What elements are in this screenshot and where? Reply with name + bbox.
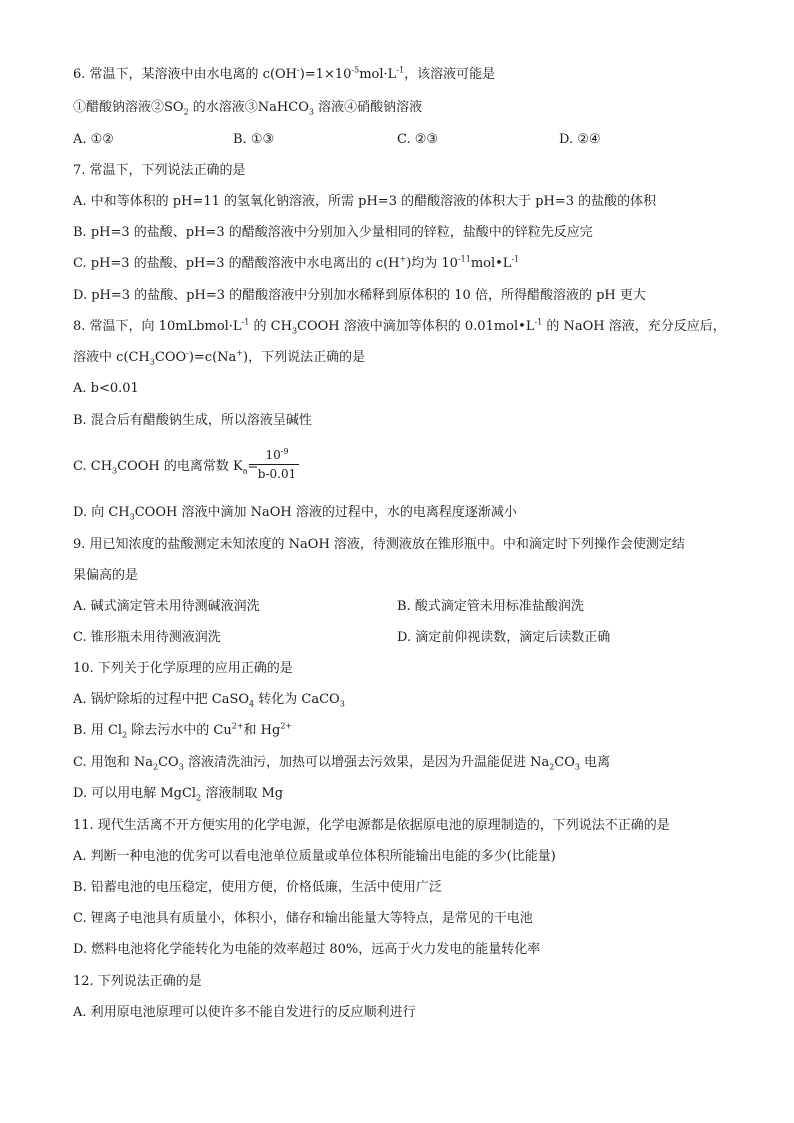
superscript: -1 <box>511 254 520 264</box>
fraction-denominator: b-0.01 <box>257 467 297 481</box>
q11-option-d: D. 燃料电池将化学能转化为电能的效率超过 80%，远高于火力发电的能量转化率 <box>73 942 541 957</box>
q10-option-a <box>73 691 345 709</box>
superscript: -5 <box>351 65 360 75</box>
superscript: 2+ <box>231 721 244 731</box>
superscript: - <box>186 348 189 358</box>
q11-stem: 11. 现代生活离不开方便实用的化学电源，化学电源都是依据原电池的原理制造的，下列说法不正确的是 <box>73 818 670 833</box>
q10-option-c-text: CO <box>554 755 575 770</box>
q10-option-d-text: 溶液制取 Mg <box>201 786 284 801</box>
q10-option-c <box>73 754 610 772</box>
q9-stem-line1: 9. 用已知浓度的盐酸测定未知浓度的 NaOH 溶液，待测液放在锥形瓶中。中和滴定时下列操作会使测定结 <box>73 537 685 552</box>
q6-items-text: 溶液④硝酸钠溶液 <box>313 100 423 115</box>
q9-option-a: A. 碱式滴定管未用待测碱液润洗 <box>73 599 260 614</box>
q8-stem-text: )，下列说法正确的是 <box>243 350 366 365</box>
q7-option-d: D. pH=3 的盐酸、pH=3 的醋酸溶液中分别加水稀释到原体积的 10 倍，所得醋酸溶液的 pH 更大 <box>73 288 646 303</box>
q12-option-a: A. 利用原电池原理可以使许多不能自发进行的反应顺利进行 <box>73 1005 416 1020</box>
q8-option-d <box>73 504 517 522</box>
q9-stem-line2: 果偏高的是 <box>73 568 139 583</box>
q8-option-c-text: = <box>247 459 259 474</box>
subscript: 3 <box>574 762 580 772</box>
q9-option-b: B. 酸式滴定管未用标准盐酸润洗 <box>397 599 584 614</box>
q6-items-text: ①醋酸钠溶液②SO <box>73 100 184 115</box>
fraction-numerator <box>255 448 299 462</box>
superscript: + <box>399 254 407 264</box>
q6-items <box>73 99 422 117</box>
q8-stem-text: COO <box>154 350 187 365</box>
q7-option-a: A. 中和等体积的 pH=11 的氢氧化钠溶液，所需 pH=3 的醋酸溶液的体积大于 pH=3 的盐酸的体积 <box>73 194 657 209</box>
subscript: 2 <box>549 762 555 772</box>
subscript: 3 <box>149 357 155 367</box>
q8-option-b: B. 混合后有醋酸钠生成，所以溶液呈碱性 <box>73 413 312 428</box>
q10-option-b-text: 和 Hg <box>243 723 281 738</box>
q8-stem-text: 溶液中 c(CH <box>73 350 150 365</box>
subscript: 2 <box>183 107 189 117</box>
q7-option-c-text: mol•L <box>470 256 512 271</box>
q8-option-a: A. b<0.01 <box>73 381 139 396</box>
superscript: -1 <box>534 317 543 327</box>
q11-option-c: C. 锂离子电池具有质量小，体积小，储存和输出能量大等特点，是常见的干电池 <box>73 911 533 926</box>
q7-stem: 7. 常温下，下列说法正确的是 <box>73 163 246 178</box>
subscript: 3 <box>112 466 118 476</box>
q12-stem: 12. 下列说法正确的是 <box>73 974 202 989</box>
q8-stem-text: )=c(Na <box>188 350 237 365</box>
q6-stem-text: 6. 常温下，某溶液中由水电离的 c(OH <box>73 67 298 82</box>
q7-option-c-text: C. pH=3 的盐酸、pH=3 的醋酸溶液中水电离出的 c(H <box>73 256 400 271</box>
q10-option-c-text: CO <box>158 755 179 770</box>
q8-option-c <box>73 458 258 476</box>
q8-option-d-text: D. 向 CH <box>73 505 130 520</box>
q9-option-d: D. 滴定前仰视读数，滴定后读数正确 <box>397 630 611 645</box>
q10-option-a-text: 转化为 CaCO <box>254 692 340 707</box>
q6-stem-text: )=1×10 <box>299 67 352 82</box>
superscript: - <box>297 65 300 75</box>
q7-option-c <box>73 255 519 273</box>
superscript: -1 <box>241 317 250 327</box>
q8-option-c-text: COOH 的电离常数 K <box>117 459 243 474</box>
superscript: -9 <box>280 447 289 456</box>
q6-items-text: 的水溶液③NaHCO <box>188 100 309 115</box>
q8-stem-text: 的 NaOH 溶液，充分反应后， <box>542 319 726 334</box>
q9-option-c: C. 锥形瓶未用待测液润洗 <box>73 630 221 645</box>
q10-stem: 10. 下列关于化学原理的应用正确的是 <box>73 661 293 676</box>
fraction-bar <box>255 464 299 465</box>
q6-option-a: A. ①② <box>73 132 114 147</box>
superscript: -1 <box>396 65 405 75</box>
q7-option-c-text: )均为 10 <box>406 256 458 271</box>
q6-stem <box>73 66 495 84</box>
q7-option-b: B. pH=3 的盐酸、pH=3 的醋酸溶液中分别加入少量相同的锌粒，盐酸中的锌粒先反应完 <box>73 225 593 240</box>
subscript: 3 <box>308 107 314 117</box>
subscript: 2 <box>122 730 128 740</box>
q10-option-b-text: 除去污水中的 Cu <box>127 723 232 738</box>
q8-option-d-text: COOH 溶液中滴加 NaOH 溶液的过程中，水的电离程度逐渐减小 <box>134 505 517 520</box>
q6-stem-text: ，该溶液可能是 <box>404 67 496 82</box>
q8-stem-text: COOH 溶液中滴加等体积的 0.01mol•L <box>297 319 535 334</box>
q6-stem-text: mol·L <box>359 67 397 82</box>
superscript: + <box>236 348 243 358</box>
subscript: 2 <box>153 762 159 772</box>
q10-option-a-text: A. 锅炉除垢的过程中把 CaSO <box>73 692 250 707</box>
q8-option-c-text: C. CH <box>73 459 113 474</box>
q10-option-b-text: B. 用 Cl <box>73 723 123 738</box>
q6-option-d: D. ②④ <box>559 132 601 147</box>
q8-stem-line1 <box>73 318 726 336</box>
q11-option-a: A. 判断一种电池的优劣可以看电池单位质量或单位体积所能输出电能的多少(比能量) <box>73 849 556 864</box>
q10-option-d-text: D. 可以用电解 MgCl <box>73 786 197 801</box>
subscript: 3 <box>339 699 345 709</box>
q10-option-c-text: C. 用饱和 Na <box>73 755 154 770</box>
q8-stem-line2 <box>73 349 365 367</box>
subscript: 3 <box>291 326 298 336</box>
subscript: 2 <box>196 793 202 803</box>
superscript: -11 <box>457 254 471 264</box>
subscript: 3 <box>178 762 184 772</box>
q8-stem-text: 8. 常温下，向 10mLbmol·L <box>73 319 242 334</box>
q6-option-b: B. ①③ <box>233 132 275 147</box>
q10-option-c-text: 电离 <box>580 755 611 770</box>
superscript: 2+ <box>280 721 293 731</box>
subscript: a <box>242 466 248 476</box>
q10-option-c-text: 溶液清洗油污，加热可以增强去污效果，是因为升温能促进 Na <box>183 755 550 770</box>
q8-stem-text: 的 CH <box>249 319 292 334</box>
ka-fraction <box>255 448 299 481</box>
q6-option-c: C. ②③ <box>397 132 439 147</box>
q11-option-b: B. 铅蓄电池的电压稳定，使用方便，价格低廉，生活中使用广泛 <box>73 880 442 895</box>
q10-option-b <box>73 722 292 740</box>
subscript: 3 <box>129 512 135 522</box>
numerator-text: 10 <box>265 448 281 462</box>
subscript: 4 <box>249 699 255 709</box>
q10-option-d <box>73 785 283 803</box>
